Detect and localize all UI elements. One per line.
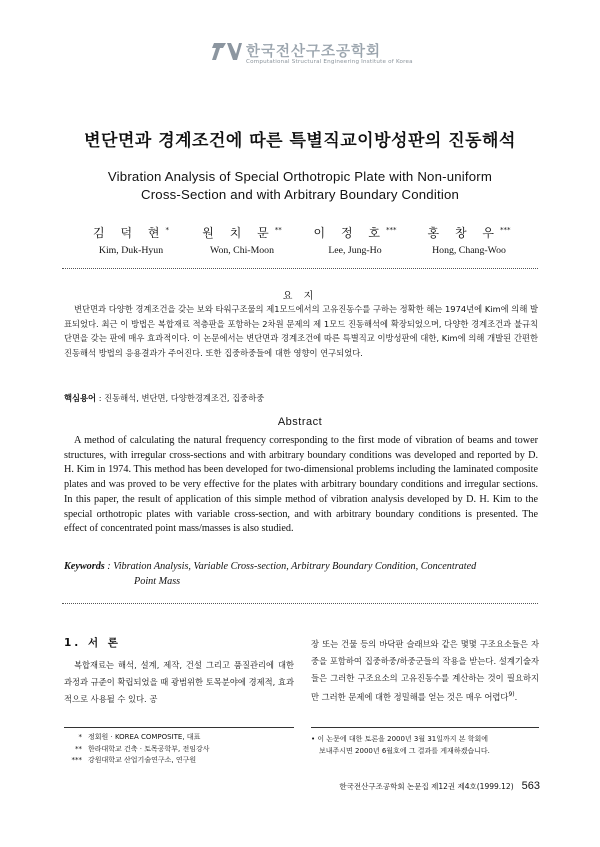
keywords-en-label: Keywords	[64, 561, 105, 572]
author-name-ko: 홍 창 우	[427, 226, 500, 240]
journal-name-ko: 한국전산구조공학회	[246, 44, 382, 60]
footnote-discussion-line2: 보내주시면 2000년 6월호에 그 결과를 게재하겠습니다.	[319, 746, 490, 755]
body-right-text: 장 또는 건물 등의 바닥판 슬래브와 같은 몇몇 구조요소들은 자중을 포함하여 집중하중/하중군들의 작용을 받는다. 설계기술자들은 그러한 구조요소의 고유진동수를 계산하는 것이 필요하지만 그러한 문제에 대한 정밀해를 얻는 것은 매우 어렵다	[311, 639, 539, 702]
body-column-left: 복합재료는 해석, 설계, 제작, 건설 그리고 품질관리에 대한 과정과 규준이 확립되었을 때 광범위한 토목분야에 경제적, 효과적으로 사용될 수 있다. 공	[64, 660, 294, 704]
journal-logo-icon	[212, 40, 242, 64]
footnote-discussion-line1: • 이 논문에 대한 토론을 2000년 3월 31일까지 본 학회에	[311, 735, 489, 743]
footnote-mark: *	[78, 733, 82, 741]
body-column-right	[311, 636, 539, 705]
reference-marker: 9)	[508, 690, 515, 698]
footnote-item	[64, 744, 294, 756]
page-number: 563	[521, 780, 540, 792]
paper-title-en-line1: Vibration Analysis of Special Orthotropic Plate with Non-uniform	[107, 169, 493, 184]
author-name-ko: 김 덕 현	[93, 226, 166, 240]
footnote-item	[64, 732, 294, 744]
footnote-mark: ***	[71, 756, 82, 764]
journal-name-en: Computational Structural Engineering Institute of Korea	[246, 59, 413, 65]
section-heading: 1. 서 론	[64, 637, 121, 649]
summary-heading: 요 지	[282, 291, 318, 302]
keywords-ko	[64, 392, 538, 404]
author-mark: ***	[499, 226, 511, 234]
author-3	[290, 224, 420, 256]
abstract-body: A method of calculating the natural frequency corresponding to the first mode of vibration of beams and tower structures, with irregular cross-sections and with arbitrary boundary conditions was developed and reported by D. H. Kim in 1974. This method has been developed for two-dimensional problems including the laminated composite plates and was proved to be very effective for the plates with arbitrary boundary conditions and irregular sections. In this paper, the result of application of this simple method of vibration analysis developed by D. H. Kim to the special orthotropic plates with variable cross-section, and with arbitrary boundary conditions is presented. The effect of concentrated point mass/masses is also studied.	[64, 435, 538, 535]
footnote-rule-right	[311, 727, 539, 728]
journal-citation: 한국전산구조공학회 논문집 제12권 제4호(1999.12)	[339, 782, 514, 791]
abstract-heading: Abstract	[277, 416, 323, 428]
footnotes-affiliations	[64, 732, 294, 767]
footnote-text: 강원대학교 산업기술연구소, 연구원	[88, 756, 197, 764]
keywords-en	[64, 560, 538, 589]
author-2	[177, 224, 307, 256]
author-mark: ***	[385, 226, 397, 234]
paper-title-en-line2: Cross-Section and with Arbitrary Boundary Condition	[140, 187, 460, 202]
author-mark: **	[274, 226, 282, 234]
author-name-en: Kim, Duk-Hyun	[98, 245, 164, 256]
author-name-ko: 원 치 문	[202, 226, 275, 240]
footnote-text: 한라대학교 건축 · 토목공학부, 전임강사	[88, 744, 210, 753]
footnote-rule-left	[64, 727, 294, 728]
author-mark: *	[165, 226, 169, 234]
page-footer	[300, 780, 540, 792]
paper-title-ko: 변단면과 경계조건에 따른 특별직교이방성판의 진동해석	[84, 131, 516, 151]
divider-bottom	[62, 603, 538, 604]
author-4	[404, 224, 534, 256]
keywords-en-line2: Point Mass	[134, 575, 181, 587]
keywords-ko-label: 핵심용어	[64, 393, 97, 403]
body-right-tail: .	[514, 691, 518, 702]
keywords-en-line1: : Vibration Analysis, Variable Cross-section, Arbitrary Boundary Condition, Concentrated	[107, 561, 477, 572]
author-name-en: Lee, Jung-Ho	[328, 245, 382, 256]
author-name-en: Hong, Chang-Woo	[432, 245, 506, 256]
summary-body: 변단면과 다양한 경계조건을 갖는 보와 타워구조물의 제1모드에서의 고유진동수를 구하는 정확한 해는 1974년에 Kim에 의해 발표되었다. 최근 이 방법은 복합재료 적층판을 포함하는 2차원 문제의 제 1모드 진동해석에 확장되었으며, 다양한 경계조건과 불규칙 단면을 갖는 판에 매우 효과적이다. 이 논문에서는 변단면과 경계조건에 따른 특별직교 이방성판에 대한, Kim에 의해 개발된 간편한 진동해석 방법의 응용결과가 주어진다. 또한 집중하중들에 대한 영향이 연구되었다.	[64, 304, 538, 358]
author-name-ko: 이 정 호	[313, 226, 386, 240]
divider-top	[62, 268, 538, 269]
footnote-item	[64, 755, 294, 767]
footnote-mark: **	[75, 744, 82, 753]
keywords-ko-list: : 진동해석, 변단면, 다양한경계조건, 집중하중	[96, 393, 265, 403]
author-name-en: Won, Chi-Moon	[210, 245, 274, 256]
footnote-discussion	[311, 734, 539, 757]
paper-title-en	[60, 168, 540, 204]
footnote-text: 정회원 · KOREA COMPOSITE, 대표	[88, 733, 201, 741]
